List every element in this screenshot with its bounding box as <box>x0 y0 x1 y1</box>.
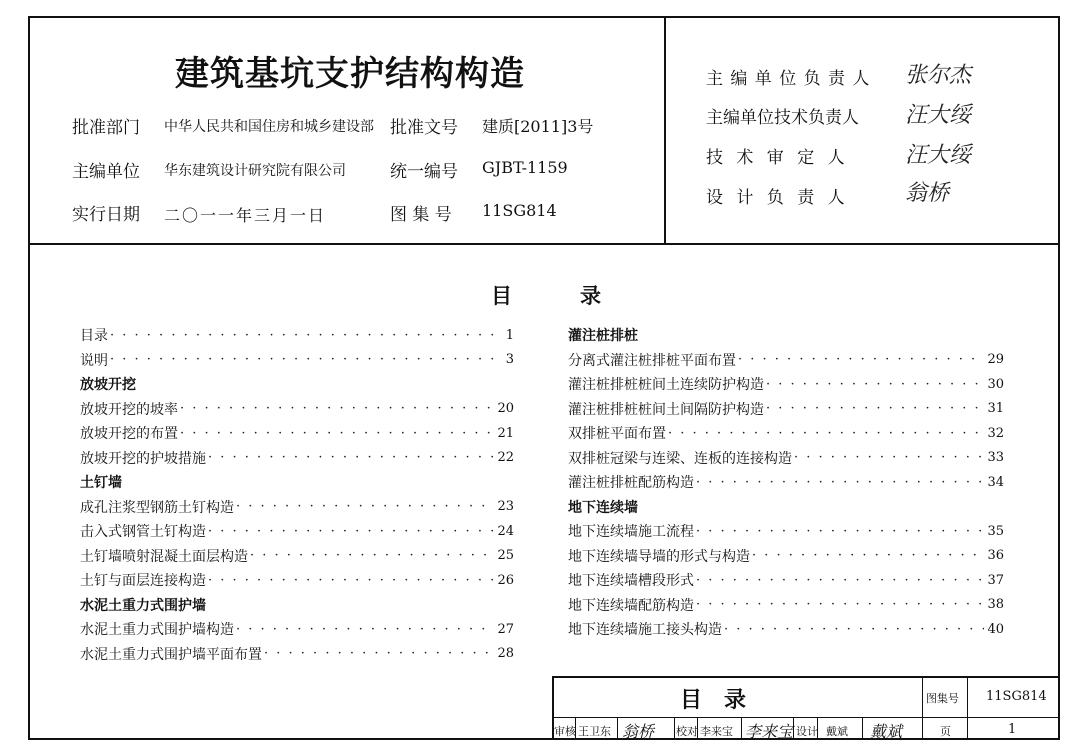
toc-entry <box>80 422 514 444</box>
page-number: 1 <box>1008 722 1017 737</box>
toc-leader-dots <box>208 450 494 465</box>
design-label: 设计 <box>796 725 818 738</box>
role-design-lead: 设 计 负 责 人 <box>706 188 849 208</box>
signature-tech-head: 汪大绥 <box>905 103 972 128</box>
toc-leader-dots <box>180 401 494 416</box>
toc-entry-page: 28 <box>497 646 514 661</box>
toc-entry <box>80 324 514 346</box>
atlas-title: 建筑基坑支护结构构造 <box>175 54 525 94</box>
toc-entry-title: 地下连续墙施工接头构造 <box>568 622 722 638</box>
toc-entry <box>568 520 1004 542</box>
title-block-atlas-label: 图集号 <box>926 692 959 705</box>
toc-entry <box>80 643 514 665</box>
toc-entry <box>568 594 1004 616</box>
toc-entry-page: 21 <box>497 425 514 441</box>
toc-entry-title: 土钉墙喷射混凝土面层构造 <box>80 548 248 565</box>
title-block-title: 目 录 <box>680 688 747 713</box>
effective-date-label: 实行日期 <box>72 205 140 225</box>
toc-entry-page: 37 <box>987 572 1004 588</box>
designer-name: 戴斌 <box>826 725 848 738</box>
toc-section-title: 放坡开挖 <box>80 377 136 393</box>
toc-section-heading <box>80 471 514 493</box>
toc-entry-title: 放坡开挖的坡率 <box>80 401 178 418</box>
toc-entry-page: 32 <box>987 425 1004 441</box>
approval-dept: 中华人民共和国住房和城乡建设部 <box>164 119 374 135</box>
toc-entry-title: 分离式灌注桩排桩平面布置 <box>568 352 736 369</box>
unified-no-label: 统一编号 <box>390 162 458 182</box>
toc-entry-page: 27 <box>497 621 514 637</box>
header-divider <box>28 243 1060 245</box>
toc-entry <box>80 496 514 518</box>
title-block-vline-1 <box>922 676 923 740</box>
toc-entry <box>80 618 514 640</box>
toc-leader-dots <box>208 524 494 539</box>
toc-entry <box>80 520 514 542</box>
toc-section-title: 灌注桩排桩 <box>568 328 638 344</box>
toc-entry-title: 灌注桩排桩桩间土间隔防护构造 <box>568 401 764 418</box>
toc-leader-dots <box>110 352 494 367</box>
toc-entry-page: 3 <box>505 352 514 367</box>
toc-heading-left: 目 <box>491 284 512 308</box>
toc-leader-dots <box>180 426 494 441</box>
toc-section-heading <box>568 496 1004 518</box>
atlas-no: 11SG814 <box>482 201 557 220</box>
toc-leader-dots <box>696 597 984 612</box>
toc-entry-title: 地下连续墙配筋构造 <box>568 597 694 614</box>
toc-leader-dots <box>696 524 984 539</box>
toc-entry-page: 34 <box>987 474 1004 490</box>
role-chief-unit-head: 主 编 单 位 负 责 人 <box>706 69 871 89</box>
toc-entry-title: 灌注桩排桩配筋构造 <box>568 475 694 491</box>
checker-name: 李来宝 <box>700 725 733 738</box>
toc-leader-dots <box>696 573 984 588</box>
toc-entry-page: 38 <box>987 597 1004 612</box>
toc-leader-dots <box>668 426 984 441</box>
toc-entry-page: 26 <box>497 572 514 588</box>
toc-section-heading <box>80 594 514 616</box>
toc-leader-dots <box>208 573 494 588</box>
toc-entry-title: 说明 <box>80 352 108 369</box>
toc-entry-title: 双排桩平面布置 <box>568 426 666 442</box>
toc-entry-page: 36 <box>987 548 1004 563</box>
toc-leader-dots <box>766 377 984 392</box>
toc-entry-title: 水泥土重力式围护墙构造 <box>80 622 234 638</box>
toc-entry-page: 35 <box>987 523 1004 539</box>
toc-entry-page: 24 <box>497 523 514 539</box>
toc-entry-page: 30 <box>987 376 1004 392</box>
toc-entry-title: 地下连续墙导墙的形式与构造 <box>568 548 750 565</box>
toc-entry <box>568 545 1004 567</box>
toc-leader-dots <box>794 450 984 465</box>
toc-leader-dots <box>110 328 494 343</box>
toc-entry-title: 地下连续墙施工流程 <box>568 524 694 540</box>
toc-section-title: 土钉墙 <box>80 475 122 491</box>
toc-section-heading <box>80 373 514 395</box>
toc-entry-title: 目录 <box>80 328 108 344</box>
atlas-no-label: 图 集 号 <box>390 205 452 225</box>
toc-leader-dots <box>766 401 984 416</box>
chief-unit-label: 主编单位 <box>72 162 140 182</box>
page-label: 页 <box>940 725 951 738</box>
toc-entry-page: 20 <box>497 401 514 416</box>
designer-signature: 戴斌 <box>870 722 903 741</box>
toc-entry-page: 40 <box>987 621 1004 637</box>
toc-leader-dots <box>752 548 984 563</box>
checker-signature: 李来宝 <box>745 722 794 741</box>
toc-section-title: 水泥土重力式围护墙 <box>80 597 206 614</box>
toc-entry-title: 灌注桩排桩桩间土连续防护构造 <box>568 377 764 393</box>
unified-no: GJBT-1159 <box>482 158 568 177</box>
approval-doc-label: 批准文号 <box>390 118 458 138</box>
title-block-hline <box>552 717 1060 718</box>
toc-leader-dots <box>264 646 494 661</box>
toc-entry <box>568 447 1004 469</box>
effective-date: 二〇一一年三月一日 <box>164 206 327 225</box>
toc-entry <box>568 373 1004 395</box>
signature-tech-reviewer: 汪大绥 <box>905 143 972 168</box>
toc-entry <box>80 569 514 591</box>
signature-chief-unit-head: 张尔杰 <box>905 63 972 88</box>
toc-entry <box>568 618 1004 640</box>
approval-dept-label: 批准部门 <box>72 118 140 138</box>
toc-entry-title: 成孔注浆型钢筋土钉构造 <box>80 499 234 516</box>
toc-entry <box>568 422 1004 444</box>
toc-leader-dots <box>250 548 494 563</box>
toc-entry <box>80 398 514 420</box>
toc-leader-dots <box>738 352 984 367</box>
toc-entry-title: 水泥土重力式围护墙平面布置 <box>80 646 262 663</box>
header-vertical-divider <box>664 16 666 244</box>
chief-unit: 华东建筑设计研究院有限公司 <box>164 163 346 179</box>
toc-entry-page: 25 <box>497 548 514 563</box>
toc-entry-page: 33 <box>987 450 1004 465</box>
toc-entry-page: 31 <box>987 401 1004 416</box>
review-label: 审核 <box>554 725 576 738</box>
toc-leader-dots <box>236 499 494 514</box>
toc-entry <box>80 349 514 371</box>
toc-leader-dots <box>236 622 494 637</box>
toc-entry-page: 22 <box>497 450 514 465</box>
toc-heading-right: 录 <box>580 284 601 308</box>
reviewer-name: 王卫东 <box>578 725 611 738</box>
toc-section-heading <box>568 324 1004 346</box>
approval-doc: 建质[2011]3号 <box>482 117 594 136</box>
title-block-atlas-no: 11SG814 <box>986 689 1047 704</box>
toc-leader-dots <box>724 622 984 637</box>
toc-entry-page: 29 <box>987 352 1004 367</box>
toc-entry-title: 放坡开挖的布置 <box>80 426 178 442</box>
role-tech-reviewer: 技 术 审 定 人 <box>706 148 849 168</box>
title-block-vline-2 <box>967 676 968 740</box>
toc-entry-title: 放坡开挖的护坡措施 <box>80 450 206 467</box>
toc-entry <box>568 471 1004 493</box>
signature-design-lead: 翁桥 <box>905 181 950 206</box>
role-tech-head: 主编单位技术负责人 <box>706 108 859 128</box>
toc-entry <box>568 398 1004 420</box>
toc-entry-page: 1 <box>505 327 514 343</box>
toc-entry-title: 双排桩冠梁与连梁、连板的连接构造 <box>568 450 792 467</box>
toc-entry <box>80 545 514 567</box>
toc-section-title: 地下连续墙 <box>568 499 638 516</box>
toc-entry-title: 土钉与面层连接构造 <box>80 573 206 589</box>
toc-entry-title: 地下连续墙槽段形式 <box>568 573 694 589</box>
toc-entry <box>568 569 1004 591</box>
toc-entry-title: 击入式钢管土钉构造 <box>80 524 206 540</box>
toc-entry <box>80 447 514 469</box>
toc-leader-dots <box>696 475 984 490</box>
check-label: 校对 <box>676 725 698 738</box>
toc-entry-page: 23 <box>497 499 514 514</box>
toc-entry <box>568 349 1004 371</box>
reviewer-signature: 翁桥 <box>622 722 655 741</box>
